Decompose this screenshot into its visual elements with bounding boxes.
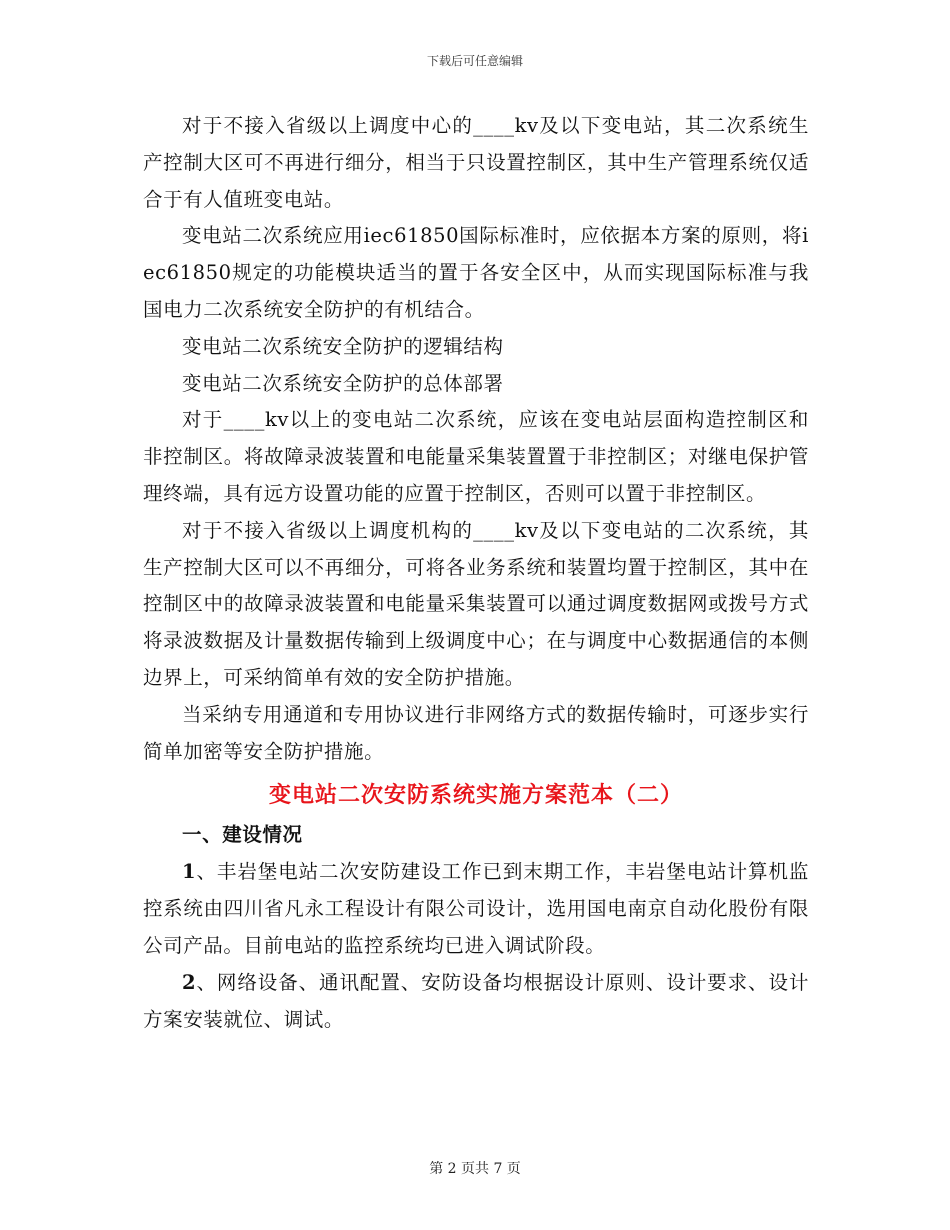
paragraph-4: 变电站二次系统安全防护的总体部署 xyxy=(182,371,504,395)
paragraph-3: 变电站二次系统安全防护的逻辑结构 xyxy=(182,334,504,358)
paragraph-5: 对于____kv以上的变电站二次系统，应该在变电站层面构造控制区和非控制区。将故障录波装置和电能量采集装置置于非控制区；对继电保护管理终端，具有远方设置功能的应置于控制区，否则可以置于非控制区。 xyxy=(143,408,809,505)
document-body xyxy=(143,108,809,1038)
list-item-2 xyxy=(143,965,809,1039)
section-title: 变电站二次安防系统实施方案范本（二） xyxy=(268,782,683,809)
list-item-1-text: 、丰岩堡电站二次安防建设工作已到末期工作，丰岩堡电站计算机监控系统由四川省凡永工程设计有限公司设计，选用国电南京自动化股份有限公司产品。目前电站的监控系统均已进入调试阶段。 xyxy=(143,860,809,957)
paragraph-7: 当采纳专用通道和专用协议进行非网络方式的数据传输时，可逐步实行简单加密等安全防护措施。 xyxy=(143,702,809,763)
page-number: 第 2 页共 7 页 xyxy=(429,1161,521,1177)
page-header-note: 下载后可任意编辑 xyxy=(426,54,523,68)
list-item-1 xyxy=(143,854,809,964)
list-item-1-number: 1 xyxy=(182,860,197,884)
list-item-2-number: 2 xyxy=(182,970,197,994)
list-item-2-text: 、网络设备、通讯配置、安防设备均根据设计原则、设计要求、设计方案安装就位、调试。 xyxy=(143,970,809,1031)
paragraph-2: 变电站二次系统应用iec61850国际标准时，应依据本方案的原则，将iec61850规定的功能模块适当的置于各安全区中，从而实现国际标准与我国电力二次系统安全防护的有机结合。 xyxy=(143,224,809,321)
paragraph-1: 对于不接入省级以上调度中心的____kv及以下变电站，其二次系统生产控制大区可不再进行细分，相当于只设置控制区，其中生产管理系统仅适合于有人值班变电站。 xyxy=(143,114,809,211)
section-subheading: 一、建设情况 xyxy=(182,823,303,847)
paragraph-6: 对于不接入省级以上调度机构的____kv及以下变电站的二次系统，其生产控制大区可以不再细分，可将各业务系统和装置均置于控制区，其中在控制区中的故障录波装置和电能量采集装置可以通过调度数据网或拨号方式将录波数据及计量数据传输到上级调度中心；在与调度中心数据通信的本侧边界上，可采纳简单有效的安全防护措施。 xyxy=(143,518,809,689)
